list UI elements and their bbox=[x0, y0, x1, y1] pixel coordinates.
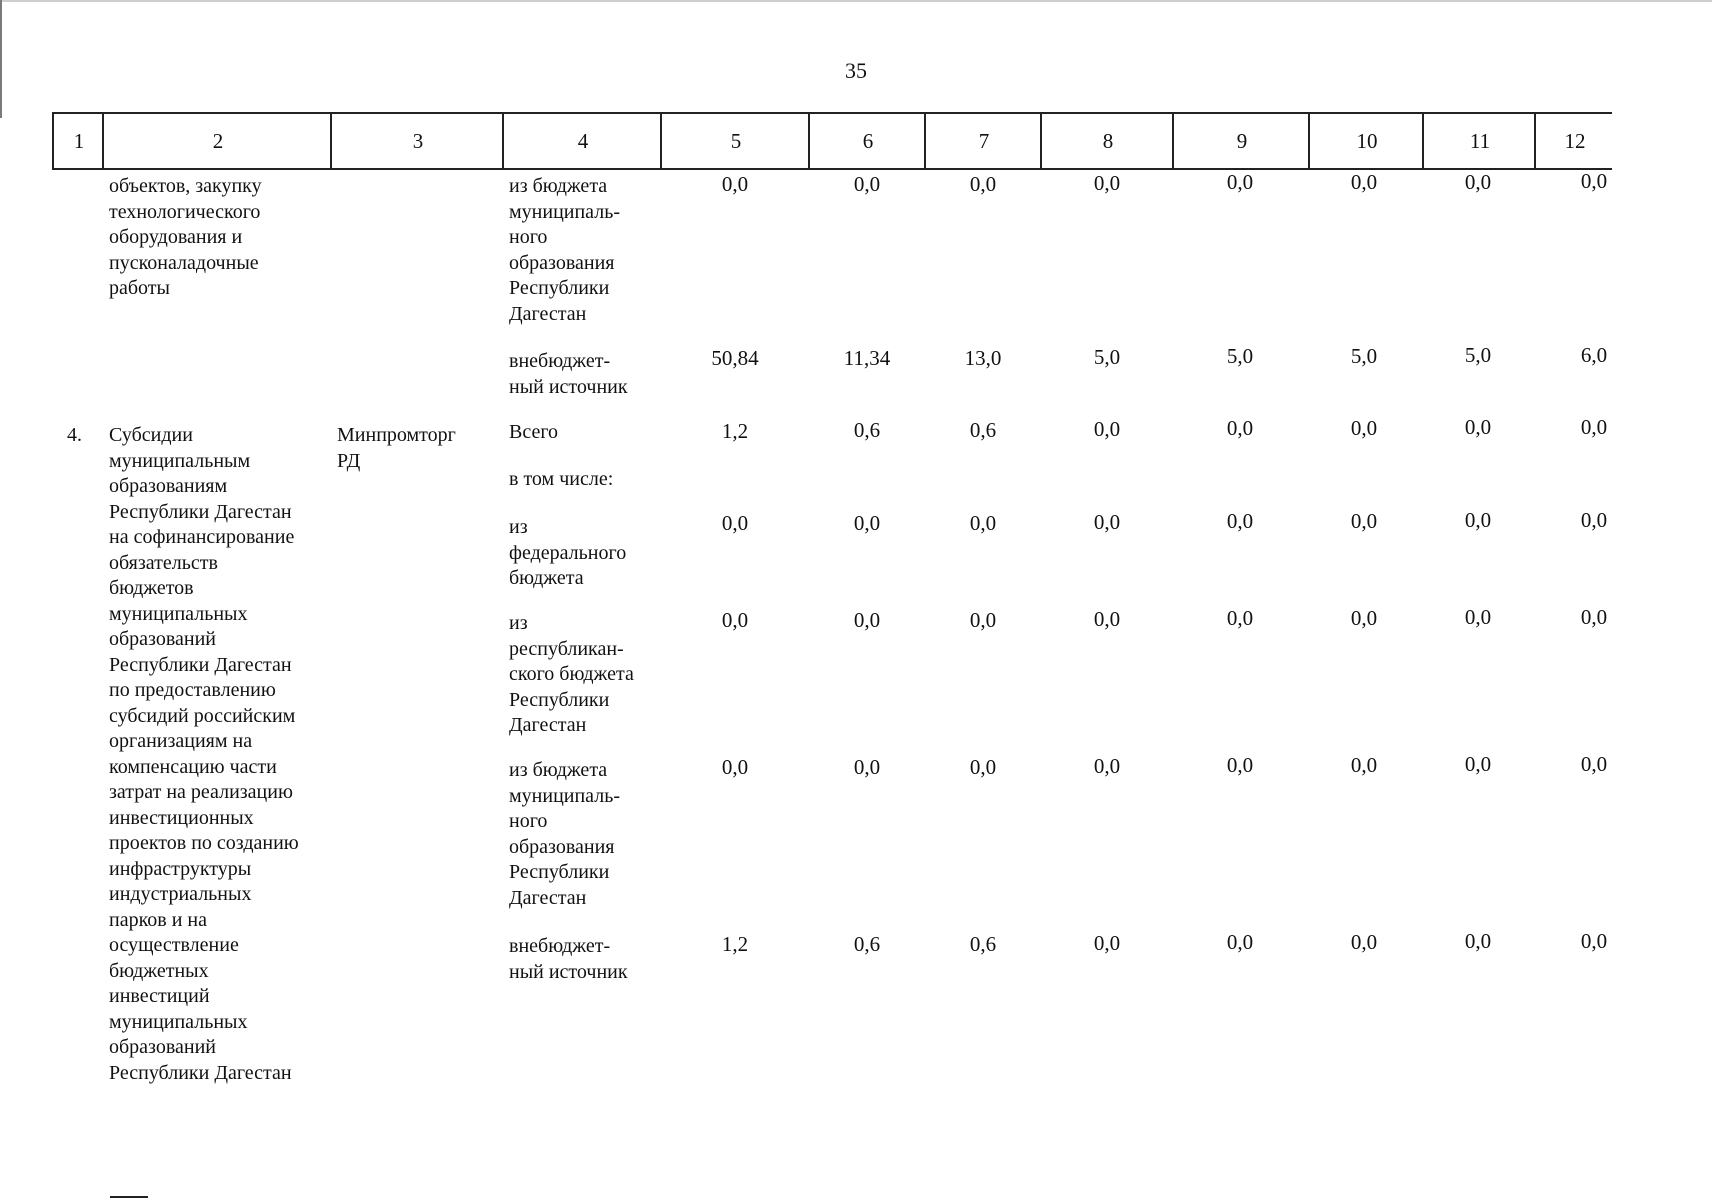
item-executor: Минпромторг РД bbox=[337, 424, 456, 472]
federal-col5: 0,0 bbox=[721, 511, 749, 535]
cont-municipal-col7: 0,0 bbox=[969, 172, 997, 196]
total-col10: 0,0 bbox=[1350, 416, 1378, 440]
header-cell-10: 10 bbox=[1308, 114, 1424, 168]
header-cell-5: 5 bbox=[660, 114, 810, 168]
cont-extrabudget-col11: 5,0 bbox=[1464, 343, 1492, 367]
continuation-source-municipal: из бюджета муниципаль- ного образования Республики Дагестан bbox=[509, 175, 620, 325]
cont-extrabudget-col7: 13,0 bbox=[964, 346, 1002, 370]
extrabudget-col11: 0,0 bbox=[1464, 929, 1492, 953]
cont-municipal-col11: 0,0 bbox=[1464, 170, 1492, 194]
row-label-municipal: из бюджета муниципаль- ного образования Республики Дагестан bbox=[509, 759, 620, 909]
municipal-col5: 0,0 bbox=[721, 755, 749, 779]
extrabudget-col7: 0,6 bbox=[969, 932, 997, 956]
republican-col8: 0,0 bbox=[1093, 607, 1121, 631]
row-label-total: Всего bbox=[509, 421, 559, 443]
municipal-col11: 0,0 bbox=[1464, 752, 1492, 776]
total-col12: 0,0 bbox=[1580, 415, 1608, 439]
header-cell-1: 1 bbox=[52, 114, 104, 168]
republican-col10: 0,0 bbox=[1350, 606, 1378, 630]
header-cell-8: 8 bbox=[1040, 114, 1174, 168]
header-cell-6: 6 bbox=[808, 114, 926, 168]
item-number: 4. bbox=[67, 424, 82, 446]
cont-municipal-col9: 0,0 bbox=[1226, 170, 1254, 194]
header-cell-4: 4 bbox=[502, 114, 662, 168]
cont-extrabudget-col12: 6,0 bbox=[1580, 343, 1608, 367]
cont-extrabudget-col5: 50,84 bbox=[711, 346, 759, 370]
cont-municipal-col5: 0,0 bbox=[721, 172, 749, 196]
row-label-federal: из федерального бюджета bbox=[509, 516, 627, 589]
federal-col9: 0,0 bbox=[1226, 509, 1254, 533]
total-col8: 0,0 bbox=[1093, 417, 1121, 441]
total-col11: 0,0 bbox=[1464, 415, 1492, 439]
municipal-col9: 0,0 bbox=[1226, 753, 1254, 777]
federal-col12: 0,0 bbox=[1580, 508, 1608, 532]
cont-extrabudget-col8: 5,0 bbox=[1093, 345, 1121, 369]
extrabudget-col12: 0,0 bbox=[1580, 929, 1608, 953]
republican-col12: 0,0 bbox=[1580, 605, 1608, 629]
item-description: Субсидии муниципальным образованиям Республики Дагестан на софинансирование обязательств бюджетов муниципальных образований Республики Дагестан по предоставлению субсидий российским организациям на компенсацию части затрат на реализацию инвестиционных проектов по созданию инфраструктуры индустриальных парков и на осуществление бюджетных инвестиций муниципальных образований Республики Дагестан bbox=[109, 424, 299, 1084]
header-cell-9: 9 bbox=[1172, 114, 1310, 168]
row-label-republican: из республикан- ского бюджета Республики Дагестан bbox=[509, 612, 634, 736]
page-number: 35 bbox=[845, 58, 867, 83]
extrabudget-col8: 0,0 bbox=[1093, 931, 1121, 955]
extrabudget-col9: 0,0 bbox=[1226, 930, 1254, 954]
total-col7: 0,6 bbox=[969, 418, 997, 442]
municipal-col8: 0,0 bbox=[1093, 754, 1121, 778]
federal-col11: 0,0 bbox=[1464, 508, 1492, 532]
republican-col6: 0,0 bbox=[853, 608, 881, 632]
total-col6: 0,6 bbox=[853, 418, 881, 442]
federal-col6: 0,0 bbox=[853, 511, 881, 535]
cont-extrabudget-col10: 5,0 bbox=[1350, 344, 1378, 368]
cont-municipal-col10: 0,0 bbox=[1350, 170, 1378, 194]
header-cell-2: 2 bbox=[102, 114, 332, 168]
republican-col5: 0,0 bbox=[721, 608, 749, 632]
republican-col11: 0,0 bbox=[1464, 605, 1492, 629]
extrabudget-col5: 1,2 bbox=[721, 932, 749, 956]
header-cell-7: 7 bbox=[924, 114, 1042, 168]
total-col9: 0,0 bbox=[1226, 416, 1254, 440]
republican-col9: 0,0 bbox=[1226, 606, 1254, 630]
table-header-row bbox=[52, 112, 1612, 170]
cont-municipal-col8: 0,0 bbox=[1093, 171, 1121, 195]
cont-extrabudget-col6: 11,34 bbox=[843, 346, 891, 370]
federal-col10: 0,0 bbox=[1350, 509, 1378, 533]
extrabudget-col6: 0,6 bbox=[853, 932, 881, 956]
row-label-including: в том числе: bbox=[509, 468, 614, 490]
header-cell-3: 3 bbox=[330, 114, 504, 168]
extrabudget-col10: 0,0 bbox=[1350, 930, 1378, 954]
continuation-description: объектов, закупку технологического оборудования и пусконаладочные работы bbox=[109, 175, 262, 299]
continuation-source-extrabudget: внебюджет- ный источник bbox=[509, 350, 628, 398]
federal-col7: 0,0 bbox=[969, 511, 997, 535]
header-cell-12: 12 bbox=[1534, 114, 1614, 168]
cont-municipal-col12: 0,0 bbox=[1580, 169, 1608, 193]
cont-municipal-col6: 0,0 bbox=[853, 172, 881, 196]
municipal-col6: 0,0 bbox=[853, 755, 881, 779]
scan-top-edge bbox=[0, 0, 1712, 2]
federal-col8: 0,0 bbox=[1093, 510, 1121, 534]
municipal-col7: 0,0 bbox=[969, 755, 997, 779]
republican-col7: 0,0 bbox=[969, 608, 997, 632]
municipal-col10: 0,0 bbox=[1350, 753, 1378, 777]
municipal-col12: 0,0 bbox=[1580, 752, 1608, 776]
header-cell-11: 11 bbox=[1422, 114, 1536, 168]
total-col5: 1,2 bbox=[721, 419, 749, 443]
row-label-extrabudget: внебюджет- ный источник bbox=[509, 935, 628, 983]
footer-mark bbox=[110, 1196, 148, 1198]
cont-extrabudget-col9: 5,0 bbox=[1226, 344, 1254, 368]
